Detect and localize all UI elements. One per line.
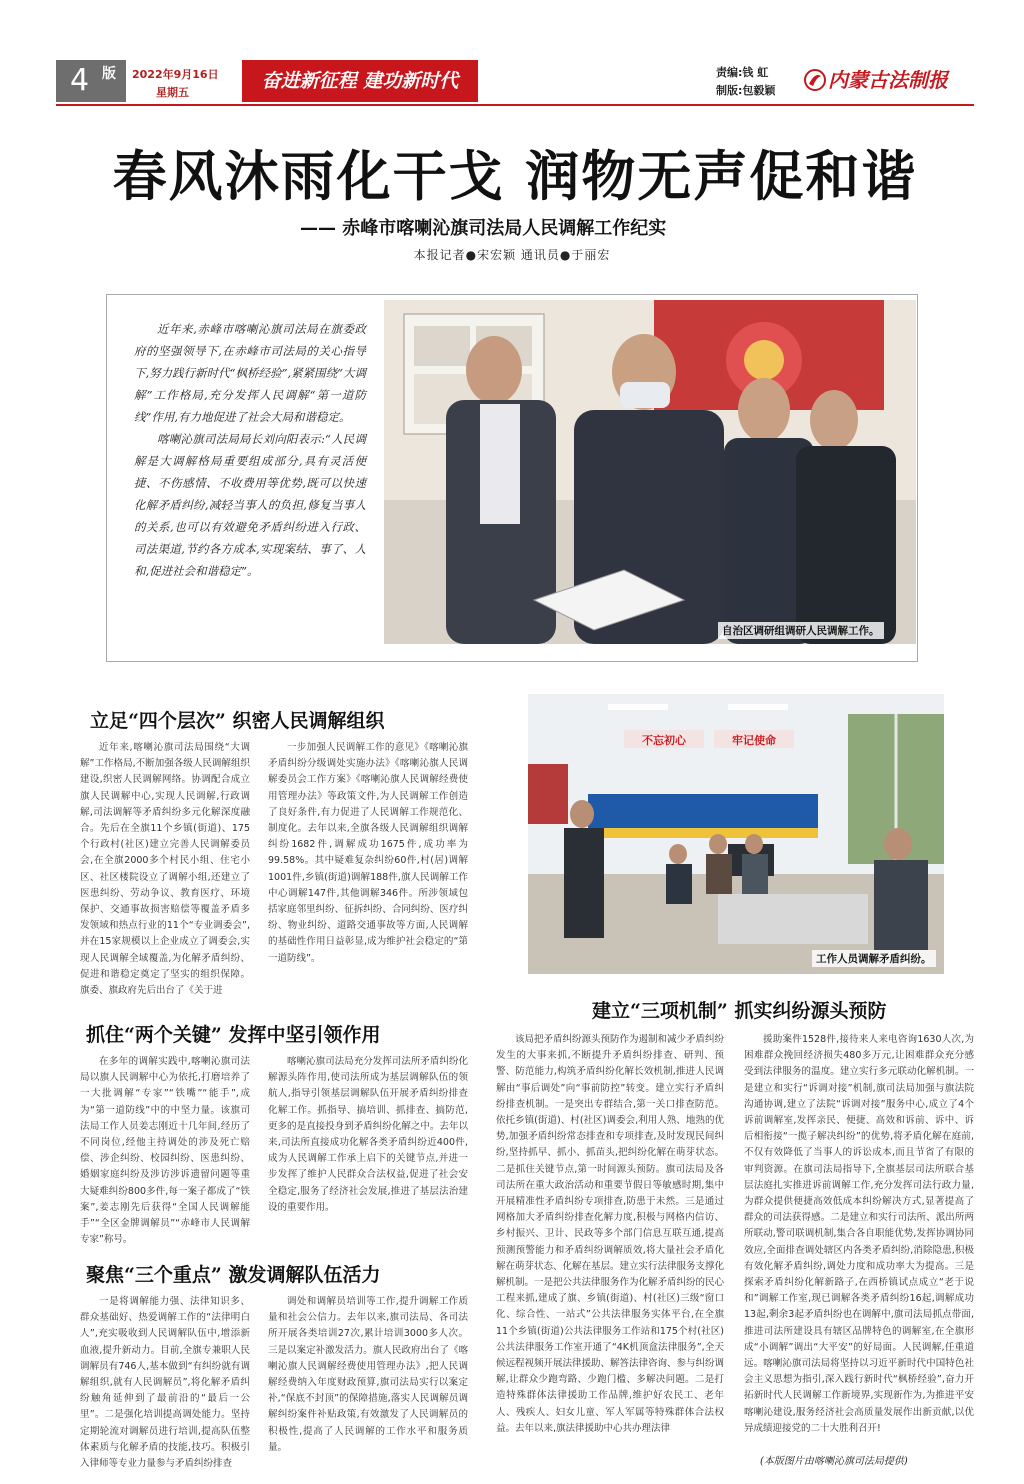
section-4-column-1 bbox=[496, 1032, 724, 1454]
photo-caption-2: 工作人员调解矛盾纠纷。 bbox=[812, 950, 936, 967]
photo-credit: (本版图片由喀喇沁旗司法局提供) bbox=[760, 1456, 908, 1467]
masthead bbox=[56, 60, 974, 110]
photo-research-group-illustration bbox=[384, 300, 916, 644]
lead-paragraph-1: 近年来,赤峰市喀喇沁旗司法局在旗委政府的坚强领导下,在赤峰市司法局的关心指导下,努力践行新时代“枫桥经验”,紧紧围绕“大调解”工作格局,充分发挥人民调解“第一道防线”作用,有力地促进了社会大局和谐稳定。 bbox=[134, 322, 366, 424]
photo-mediation-hall bbox=[528, 694, 944, 974]
section-3-text-2: 调处和调解员培训等工作,提升调解工作质量和社会公信力。去年以来,旗司法局、各司法所开展各类培训27次,累计培训3000多人次。三是以案定补激发活力。旗人民政府出台了《喀喇沁旗人民调解经费使用管理办法》,把人民调解经费纳入年度财政预算,旗司法局实行以案定补,“保底不封顶”的保障措施,落实人民调解员调解纠纷案件补贴政策,有效激发了人民调解员的积极性,提高了人民调解的工作水平和服务质量。 bbox=[268, 1296, 468, 1453]
section-1-text-2: 一步加强人民调解工作的意见》《喀喇沁旗矛盾纠纷分级调处实施办法》《喀喇沁旗人民调解委员会工作方案》《喀喇沁旗人民调解经费使用管理办法》等政策文件,为人民调解工作创造了良好条件,有力促进了人民调解工作规范化、制度化。去年以来,全旗各级人民调解组织调解纠纷1682件,调解成功1675件,成功率为99.58%。其中疑难复杂纠纷60件,村(居)调解1001件,乡镇(街道)调解188件,旗人民调解工作中心调解147件,其他调解346件。所涉领域包括家庭邻里纠纷、征拆纠纷、合同纠纷、医疗纠纷、物业纠纷、道路交通事故等方面,人民调解的基础性作用日益彰显,成为维护社会稳定的“第一道防线”。 bbox=[268, 742, 468, 964]
producer-credit: 制版:包毅颖 bbox=[716, 84, 776, 97]
section-title-three-focuses: 聚焦“三个重点” 激发调解队伍活力 bbox=[86, 1264, 381, 1286]
byline: 本报记者●宋宏颖 通讯员●于丽宏 bbox=[413, 248, 611, 262]
section-1-column-2 bbox=[268, 740, 468, 996]
section-3-text-1: 一是将调解能力强、法律知识多、群众基础好、热爱调解工作的“法律明白人”,充实吸收到人民调解队伍中,增添新血液,提升新动力。目前,全旗专兼职人民调解员有746人,基本做到“有纠纷就有调解组织,就有人民调解员”,将化解矛盾纠纷触角延伸到了最前沿的“最后一公里”。二是强化培训提高调处能力。坚持定期轮流对调解员进行培训,提高队伍整体素质与化解矛盾的技能,技巧。积极引入律师等专业力量参与矛盾纠纷排查 bbox=[80, 1296, 250, 1470]
section-3-column-2 bbox=[268, 1294, 468, 1462]
newspaper-logo-text: 内蒙古法制报 bbox=[828, 68, 948, 92]
headline: 春风沐雨化干戈 润物无声促和谐 bbox=[112, 144, 918, 208]
section-4-column-2 bbox=[744, 1032, 974, 1448]
lead-text bbox=[134, 318, 366, 582]
section-3-column-1 bbox=[80, 1294, 250, 1470]
section-title-four-levels: 立足“四个层次” 织密人民调解组织 bbox=[90, 710, 385, 732]
newspaper-logo bbox=[804, 64, 948, 93]
section-2-text-2: 喀喇沁旗司法局充分发挥司法所矛盾纠纷化解源头阵作用,使司法所成为基层调解队伍的领航人,指导引领基层调解队伍开展矛盾纠纷排查化解工作。抓指导、搞培训、抓排查、搞防范,更多的是直接投身到矛盾纠纷化解之中。去年以来,司法所直接成功化解各类矛盾纠纷近400件,成为人民调解工作承上启下的关键节点,并进一步发挥了维护人民群众合法权益,促进了社会安全稳定,服务了经济社会发展,推进了基层法治建设的重要作用。 bbox=[268, 1056, 468, 1213]
section-1-column-1 bbox=[80, 740, 250, 1012]
section-1-text-1: 近年来,喀喇沁旗司法局围绕“大调解”工作格局,不断加强各级人民调解组织建设,织密人民调解网络。协调配合成立旗人民调解中心,实现人民调解,行政调解,司法调解等矛盾纠纷多元化解深度融合。先后在全旗11个乡镇(街道)、175个行政村(社区)建立完善人民调解委员会,在全旗2000多个村民小组、住宅小区、社区楼院设立了调解小组,还建立了医患纠纷、劳动争议、教育医疗、环境保护、交通事故损害赔偿等覆盖矛盾多发领域和热点行业的11个“专业调委会”,并在15家规模以上企业成立了调委会,实现人民调解全域覆盖,为化解矛盾纠纷、促进和谐稳定奠定了坚实的组织保障。旗委、旗政府先后出台了《关于进 bbox=[80, 742, 250, 997]
section-2-text-1: 在多年的调解实践中,喀喇沁旗司法局以旗人民调解中心为依托,打磨培养了一大批调解“专家”“铁嘴”“能手”,成为“第一道防线”中的中坚力量。该旗司法局工作人员姜志刚近十几年间,经历了不同岗位,经他主持调处的涉及死亡赔偿、涉企纠纷、校园纠纷、医患纠纷、婚姻家庭纠纷及涉访涉诉遗留问题等重大疑难纠纷800多件,每一案子都成了“铁案”,姜志刚先后获得“全国人民调解能手”“全区金牌调解员”“赤峰市人民调解专家”称号。 bbox=[80, 1056, 250, 1246]
issue-weekday: 星期五 bbox=[156, 86, 189, 99]
issue-date: 2022年9月16日 bbox=[132, 68, 219, 81]
subheadline: —— 赤峰市喀喇沁旗司法局人民调解工作纪实 bbox=[300, 218, 667, 239]
photo-caption-1: 自治区调研组调研人民调解工作。 bbox=[718, 622, 884, 639]
photo-research-group bbox=[384, 300, 916, 644]
wall-sign-1: 不忘初心 bbox=[642, 734, 686, 747]
section-title-three-mechanisms: 建立“三项机制” 抓实纠纷源头预防 bbox=[592, 1000, 887, 1022]
masthead-rule bbox=[56, 104, 974, 106]
section-4-text-1: 该局把矛盾纠纷源头预防作为遏制和减少矛盾纠纷发生的大事来抓,不断提升矛盾纠纷排查、研判、预警、防范能力,构筑矛盾纠纷化解长效机制,推进人民调解由“事后调处”向“事前防控”转变。建立实行矛盾纠纷排查机制。一是突出专群结合,第一关口排查防范。依托乡镇(街道)、村(社区)调委会,利用人熟、地熟的优势,加强矛盾纠纷常态排查和专项排查,及时发现民间纠纷,坚持抓早、抓小、抓苗头,把纠纷化解在萌芽状态。二是抓住关键节点,第一时间源头预防。旗司法局及各司法所在重大政治活动和重要节假日等敏感时期,集中开展精准性矛盾纠纷专项排查,防患于未然。三是通过网格加大矛盾纠纷排查化解力度,积极与网格内信访、乡村振兴、卫计、民政等多个部门信息互联互通,提高预测预警能力和矛盾纠纷调解质效,将大量社会矛盾化解在萌芽状态、化解在基层。建立实行法律服务支撑化解机制。一是把公共法律服务作为化解矛盾纠纷的民心工程来抓,建成了旗、乡镇(街道)、村(社区)三级“窗口化、综合性、一站式”公共法律服务实体平台,在全旗11个乡镇(街道)公共法律服务工作站和175个村(社区)公共法律服务工作室开通了“4K机顶盒法律服务”,全天候远程视频开展法律援助、解答法律咨询、参与纠纷调解,让群众少跑弯路、少跑门槛、多解决问题。二是打造特殊群体法律援助工作品牌,维护好农民工、老年人、残疾人、妇女儿童、军人军属等特殊群体合法权益。去年以来,旗法律援助中心共办理法律 bbox=[496, 1034, 725, 1434]
lead-paragraph-2: 喀喇沁旗司法局局长刘向阳表示:“人民调解是大调解格局重要组成部分,具有灵活便捷、不伤感情、不收费用等优势,既可以快速化解矛盾纠纷,减轻当事人的负担,修复当事人的关系,也可以有效避免矛盾纠纷进入行政、司法渠道,节约各方成本,实现案结、事了、人和,促进社会和谐稳定”。 bbox=[134, 432, 366, 578]
section-2-column-2 bbox=[268, 1054, 468, 1244]
section-slogan-banner: 奋进新征程 建功新时代 bbox=[242, 60, 478, 102]
section-title-two-keys: 抓住“两个关键” 发挥中坚引领作用 bbox=[86, 1024, 381, 1046]
page-suffix: 版 bbox=[102, 66, 116, 82]
editor-credit: 责编:钱 虹 bbox=[716, 66, 769, 79]
wall-sign-2: 牢记使命 bbox=[732, 734, 776, 747]
page-number-box bbox=[56, 60, 126, 102]
section-2-column-1 bbox=[80, 1054, 250, 1244]
newspaper-emblem-icon bbox=[804, 69, 826, 91]
page-number: 4 bbox=[70, 63, 90, 98]
section-4-text-2: 援助案件1528件,接待来人来电咨询1630人次,为困难群众挽回经济损失480多万元,让困难群众充分感受到法律服务的温度。建立实行多元联动化解机制。一是建立和实行“诉调对接”机制,旗司法局加强与旗法院沟通协调,建立了法院“诉调对接”服务中心,成立了4个诉前调解室,发挥亲民、便捷、高效和诉前、诉中、诉后相衔接“一揽子解决纠纷”的优势,将矛盾化解在庭前,不仅有效降低了当事人的诉讼成本,而且节省了有限的审判资源。在旗司法局指导下,全旗基层司法所联合基层法庭扎实推进诉前调解工作,充分发挥司法行政力量,为群众提供便捷高效低成本纠纷解决方式,显著提高了群众的司法获得感。二是建立和实行司法所、派出所两所联动,警司联调机制,集合各自职能优势,发挥协调协同效应,全面排查调处辖区内各类矛盾纠纷,消除隐患,积极有效化解矛盾纠纷,调处力度和成功率大为提高。三是探索矛盾纠纷化解新路子,在西桥镇试点成立“老于说和”调解工作室,现已调解各类矛盾纠纷16起,调解成功13起,剩余3起矛盾纠纷也在调解中,旗司法局抓点带面,推进司法所建设具有辖区品牌特色的调解室,在全旗形成“小调解”调出“大平安”的好局面。人民调解,任重道远。喀喇沁旗司法局将坚持以习近平新时代中国特色社会主义思想为指引,深入践行新时代“枫桥经验”,奋力开拓新时代人民调解工作新境界,实现新作为,为推进平安喀喇沁建设,服务经济社会高质量发展作出新贡献,以优异成绩迎接党的二十大胜利召开! bbox=[744, 1034, 974, 1434]
photo-mediation-hall-illustration bbox=[528, 694, 944, 974]
